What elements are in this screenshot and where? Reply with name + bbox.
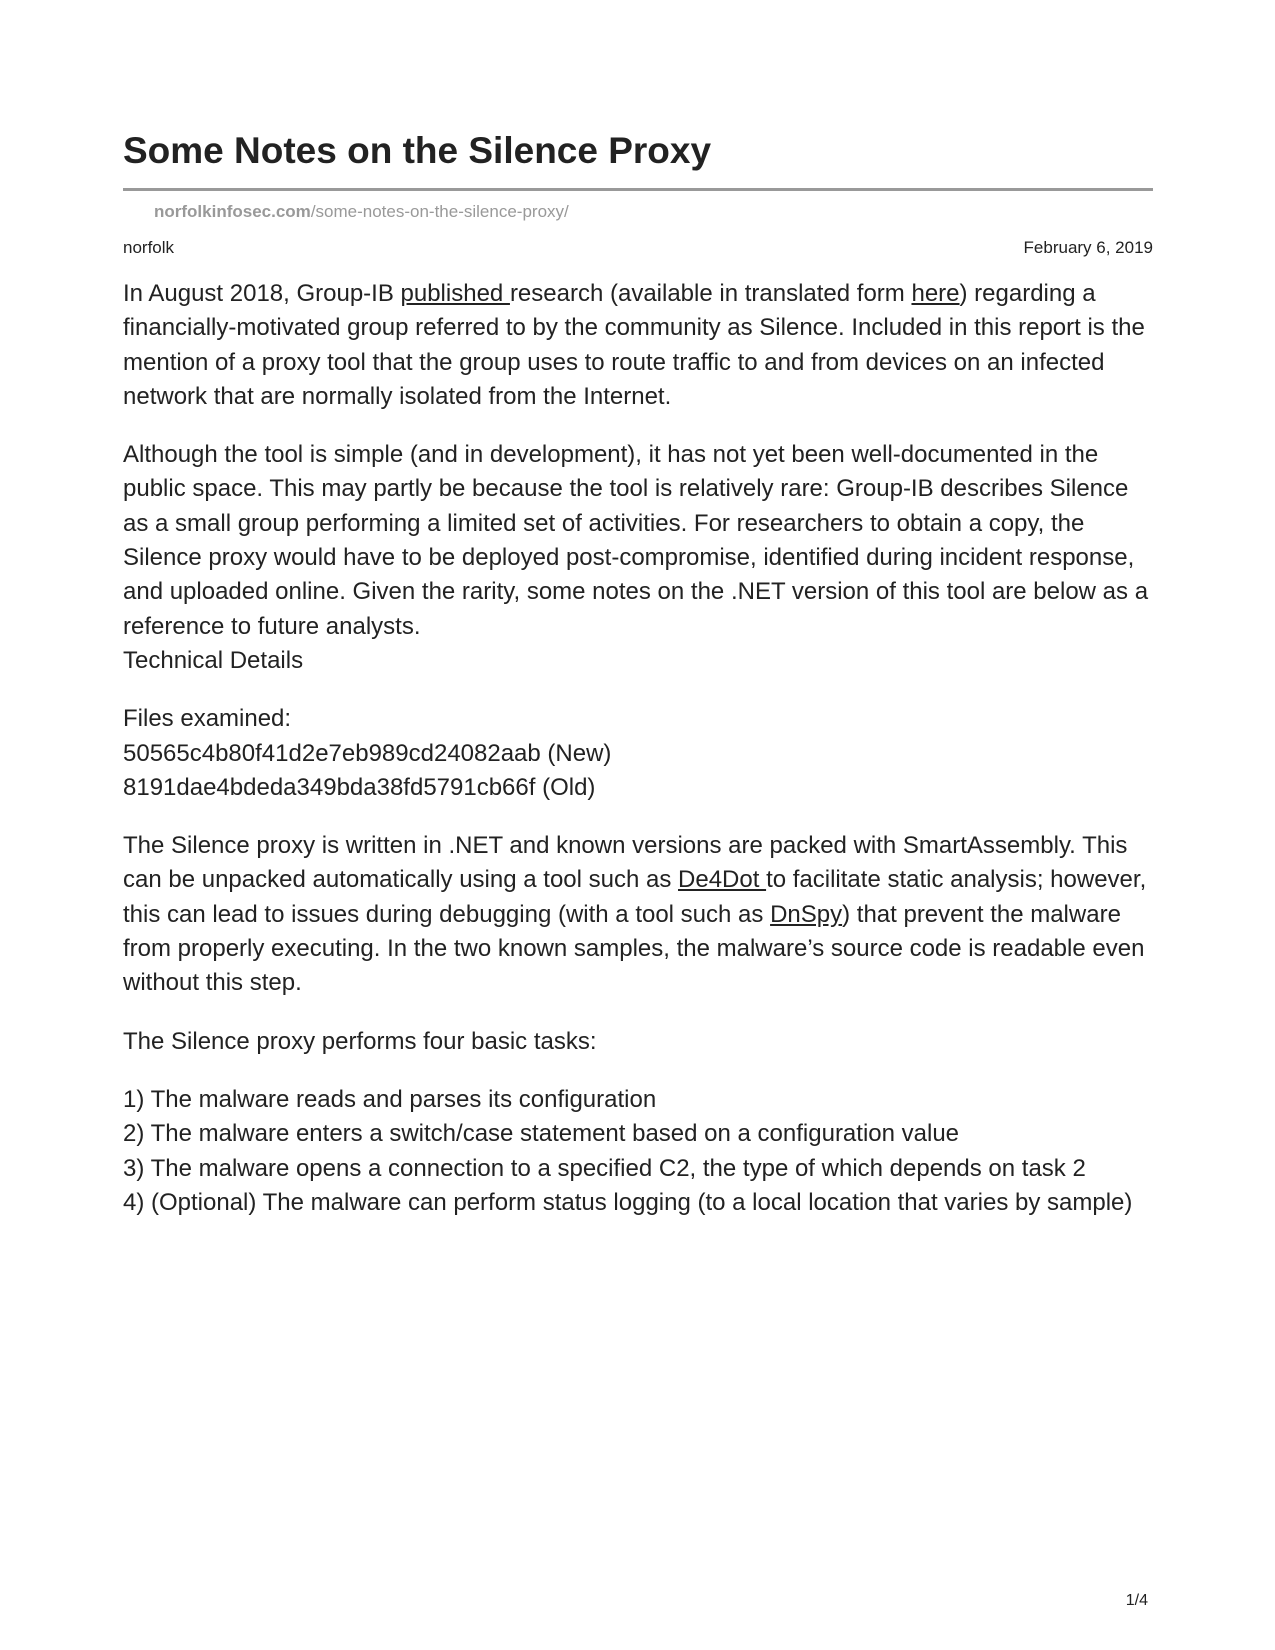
text-span: Although the tool is simple (and in development), it has not yet been well-documented in the public space. This may partly be because the tool is relatively rare: Group-IB describes Silence as a small group performing a limited set of activities. For researchers to obtain a copy, the Silence proxy would have to be deployed post-compromise, identified during incident response, and uploaded online. Given the rarity, some notes on the .NET version of this tool are below as a reference to future analysts. (123, 441, 1149, 640)
text-span: ) that prevent the malware from properly executing. In the two known samples, the malware’s source code is readable even without this step. (123, 900, 1145, 997)
author: norfolk (123, 238, 175, 257)
dnspy-link[interactable]: DnSpy (770, 900, 843, 928)
file-hash-old: 8191dae4bdeda349bda38fd5791cb66f (Old) (123, 773, 596, 801)
text-span: In August 2018, Group-IB (123, 280, 401, 307)
article (123, 128, 1153, 1220)
section-heading-technical-details: Technical Details (123, 646, 304, 674)
list-item: 1) The malware reads and parses its configuration (123, 1085, 657, 1113)
files-label: Files examined: (123, 705, 292, 733)
source-url[interactable] (154, 201, 1153, 223)
article-body (123, 277, 1153, 1220)
de4dot-link[interactable]: De4Dot (678, 866, 767, 894)
paragraph-intro (123, 277, 1153, 414)
article-meta (123, 237, 1153, 259)
published-link[interactable]: published (400, 280, 510, 307)
list-item: 3) The malware opens a connection to a specified C2, the type of which depends on task 2 (123, 1154, 1086, 1182)
here-link[interactable]: here (911, 280, 960, 307)
list-item: 2) The malware enters a switch/case statement based on a configuration value (123, 1120, 960, 1148)
publish-date: February 6, 2019 (1023, 238, 1153, 257)
title-divider (123, 188, 1153, 191)
files-examined (123, 702, 1153, 805)
paragraph-tasks-intro: The Silence proxy performs four basic tasks: (123, 1027, 597, 1055)
text-span: ) regarding a financially-motivated group referred to by the community as Silence. Included in this report is the mention of a proxy tool that the group uses to route traffic to and from devices on an infected network that are normally isolated from the Internet. (123, 280, 1145, 410)
text-span: The Silence proxy is written in .NET and known versions are packed with SmartAssembly. This can be unpacked automatically using a tool such as (123, 832, 1128, 894)
task-list (123, 1083, 1153, 1220)
source-domain: norfolkinfosec.com (154, 202, 311, 221)
page-number: 1/4 (1125, 1592, 1148, 1609)
article-title: Some Notes on the Silence Proxy (123, 130, 712, 171)
paragraph-unpacking (123, 829, 1153, 1000)
list-item: 4) (Optional) The malware can perform status logging (to a local location that varies by sample) (123, 1188, 1133, 1216)
source-path: /some-notes-on-the-silence-proxy/ (310, 202, 569, 221)
text-span: research (available in translated form (509, 280, 912, 307)
text-span: to facilitate static analysis; however, this can lead to issues during debugging (with a tool such as (123, 866, 1147, 928)
file-hash-new: 50565c4b80f41d2e7eb989cd24082aab (New) (123, 739, 612, 767)
paragraph-background (123, 438, 1153, 678)
